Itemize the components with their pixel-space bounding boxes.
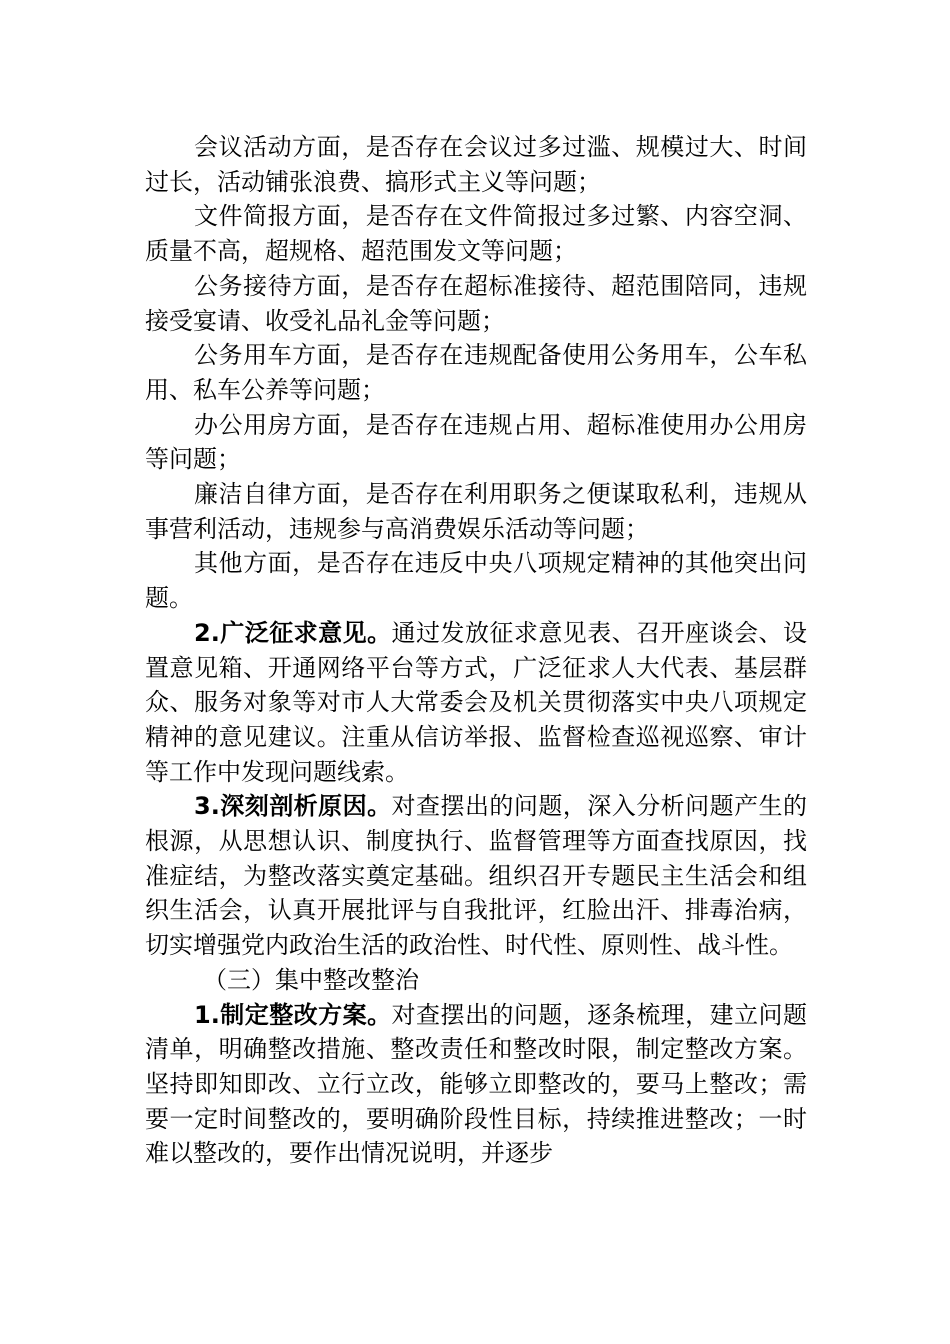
paragraph-integrity-self-discipline [145, 477, 807, 546]
paragraph-text: 会议活动方面，是否存在会议过多过滥、规模过大、时间过长，活动铺张浪费、搞形式主义等问题； [145, 133, 807, 196]
paragraph-meeting-activities [145, 130, 807, 199]
paragraph-lead: 1.制定整改方案。 [194, 1000, 392, 1029]
document-body [145, 130, 807, 1171]
paragraph-text: 公务用车方面，是否存在违规配备使用公务用车，公车私用、私车公养等问题； [145, 341, 807, 404]
paragraph-official-vehicles [145, 338, 807, 407]
paragraph-lead: 2.广泛征求意见。 [194, 618, 392, 647]
paragraph-text: 公务接待方面，是否存在超标准接待、超范围陪同，违规接受宴请、收受礼品礼金等问题； [145, 271, 807, 335]
paragraph-other-aspects [145, 546, 807, 615]
paragraph-text: 对查摆出的问题，深入分析问题产生的根源，从思想认识、制度执行、监督管理等方面查找原因，找准症结，为整改落实奠定基础。组织召开专题民主生活会和组织生活会，认真开展批评与自我批评，红脸出汗、排毒治病，切实增强党内政治生活的政治性、时代性、原则性、战斗性。 [145, 792, 807, 960]
paragraph-text: 办公用房方面，是否存在违规占用、超标准使用办公用房等问题； [145, 410, 807, 474]
section-heading-text: （三）集中整改整治 [203, 965, 419, 994]
paragraph-lead: 3.深刻剖析原因。 [194, 792, 392, 821]
paragraph-text: 其他方面，是否存在违反中央八项规定精神的其他突出问题。 [145, 549, 807, 613]
paragraph-document-briefings [145, 199, 807, 268]
paragraph-office-space [145, 408, 807, 477]
paragraph-official-reception [145, 269, 807, 338]
paragraph-analyze-causes [145, 789, 807, 963]
paragraph-solicit-opinions [145, 616, 807, 790]
paragraph-text: 文件简报方面，是否存在文件简报过多过繁、内容空洞、质量不高，超规格、超范围发文等问题； [145, 202, 807, 266]
paragraph-text: 通过发放征求意见表、召开座谈会、设置意见箱、开通网络平台等方式，广泛征求人大代表、基层群众、服务对象等对市人大常委会及机关贯彻落实中央八项规定精神的意见建议。注重从信访举报、监督检查巡视巡察、审计等工作中发现问题线索。 [145, 618, 807, 786]
section-heading [145, 963, 807, 998]
paragraph-text: 廉洁自律方面，是否存在利用职务之便谋取私利，违规从事营利活动，违规参与高消费娱乐活动等问题； [145, 480, 807, 543]
paragraph-rectification-plan [145, 998, 807, 1172]
paragraph-text: 对查摆出的问题，逐条梳理，建立问题清单，明确整改措施、整改责任和整改时限，制定整改方案。坚持即知即改、立行立改，能够立即整改的，要马上整改；需要一定时间整改的，要明确阶段性目标，持续推进整改；一时难以整改的，要作出情况说明，并逐步 [145, 1000, 807, 1168]
